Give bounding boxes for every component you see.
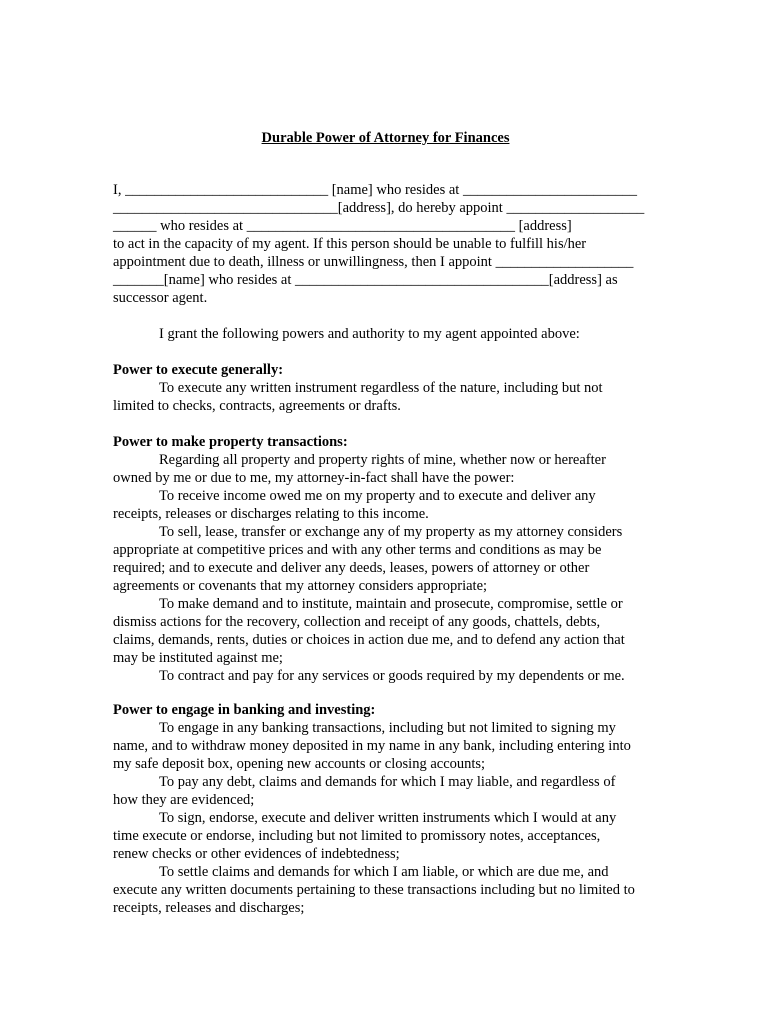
grant-statement: I grant the following powers and authority to my agent appointed above: xyxy=(159,326,580,342)
section-line: To pay any debt, claims and demands for which I may liable, and regardless of xyxy=(159,774,616,790)
document-title: Durable Power of Attorney for Finances xyxy=(261,130,510,146)
appointment-line: _______________________________[address], do hereby appoint ___________________ xyxy=(113,200,645,216)
section-line: execute any written documents pertaining to these transactions including but no limited to xyxy=(113,882,635,898)
section-line: time execute or endorse, including but not limited to promissory notes, acceptances, xyxy=(113,828,601,844)
section-line: To execute any written instrument regardless of the nature, including but not xyxy=(159,380,603,396)
section-line: To receive income owed me on my property and to execute and deliver any xyxy=(159,488,596,504)
section-heading-banking: Power to engage in banking and investing: xyxy=(113,702,376,718)
appointment-line: appointment due to death, illness or unwillingness, then I appoint ___________________ xyxy=(113,254,634,270)
section-line: To contract and pay for any services or goods required by my dependents or me. xyxy=(159,668,625,684)
section-line: To sell, lease, transfer or exchange any of my property as my attorney considers xyxy=(159,524,623,540)
section-heading-execute: Power to execute generally: xyxy=(113,362,284,378)
section-line: appropriate at competitive prices and with any other terms and conditions as may be xyxy=(113,542,602,558)
section-line: limited to checks, contracts, agreements or drafts. xyxy=(113,398,401,414)
section-line: To make demand and to institute, maintain and prosecute, compromise, settle or xyxy=(159,596,623,612)
section-line: how they are evidenced; xyxy=(113,792,255,808)
section-line: Regarding all property and property rights of mine, whether now or hereafter xyxy=(159,452,606,468)
section-line: required; and to execute and deliver any deeds, leases, powers of attorney or other xyxy=(113,560,590,576)
section-line: may be instituted against me; xyxy=(113,650,283,666)
section-heading-property: Power to make property transactions: xyxy=(113,434,348,450)
section-line: receipts, releases or discharges relating to this income. xyxy=(113,506,429,522)
appointment-line: ______ who resides at _____________________________________ [address] xyxy=(113,218,572,234)
appointment-line: _______[name] who resides at ___________________________________[address] as xyxy=(113,272,618,288)
section-line: To engage in any banking transactions, including but not limited to signing my xyxy=(159,720,616,736)
section-line: agreements or covenants that my attorney considers appropriate; xyxy=(113,578,488,594)
section-line: my safe deposit box, opening new accounts or closing accounts; xyxy=(113,756,486,772)
appointment-line: to act in the capacity of my agent. If this person should be unable to fulfill his/her xyxy=(113,236,587,252)
appointment-line: successor agent. xyxy=(113,290,208,306)
section-line: name, and to withdraw money deposited in my name in any bank, including entering into xyxy=(113,738,631,754)
section-line: claims, demands, rents, duties or choices in action due me, and to defend any action that xyxy=(113,632,625,648)
section-line: owned by me or due to me, my attorney-in-fact shall have the power: xyxy=(113,470,515,486)
section-line: To sign, endorse, execute and deliver written instruments which I would at any xyxy=(159,810,617,826)
section-line: renew checks or other evidences of indebtedness; xyxy=(113,846,400,862)
section-line: receipts, releases and discharges; xyxy=(113,900,305,916)
section-line: dismiss actions for the recovery, collection and receipt of any goods, chattels, debts, xyxy=(113,614,601,630)
appointment-line: I, ____________________________ [name] who resides at ________________________ xyxy=(113,182,637,198)
section-line: To settle claims and demands for which I am liable, or which are due me, and xyxy=(159,864,609,880)
